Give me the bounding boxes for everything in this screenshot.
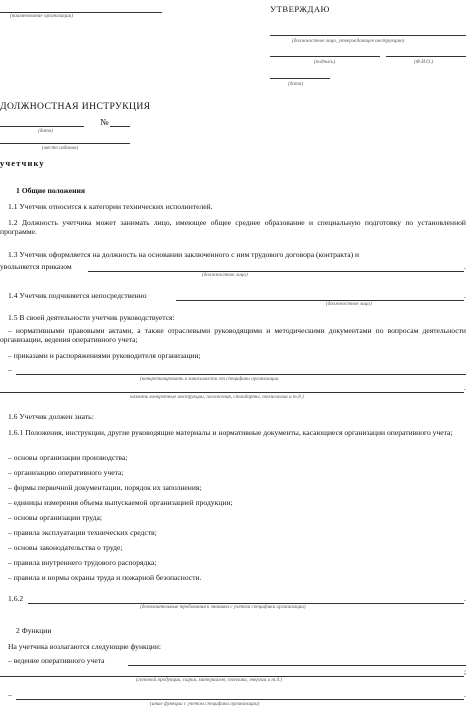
list-item: – организацию оперативного учета;: [8, 468, 124, 477]
list-item: – формы первичной документации, порядок их заполнения;: [8, 483, 202, 492]
extra-knowledge-dot: .: [464, 594, 466, 603]
para-1-5-item-2: – приказами и распоряжениями руководителя организации;: [8, 351, 201, 360]
list-item: – правила внутреннего трудового распорядка;: [8, 558, 157, 567]
approval-date-caption: (дата): [288, 81, 304, 87]
supervisor-dot: .: [464, 291, 466, 300]
fio-caption: (Ф.И.О.): [414, 59, 434, 65]
approver-position-line: [270, 35, 466, 36]
document-title: ДОЛЖНОСТНАЯ ИНСТРУКЦИЯ: [0, 101, 151, 112]
function-2-caption: (иные функции с учетом специфики организации): [150, 701, 260, 707]
approval-date-line: [270, 78, 330, 79]
dismiss-official-line: [88, 271, 464, 272]
para-1-3: 1.3 Учетчик оформляется на должность на основании заключенного с ним трудового договора (контракта) и: [8, 250, 360, 259]
function-1-caption: (готовой продукции, сырья, материалов, топлива, энергии и т.д.): [136, 677, 283, 683]
fio-line: [386, 56, 466, 57]
para-1-6-2: 1.6.2: [8, 594, 24, 603]
function-2-line: [16, 699, 464, 700]
function-2: –: [8, 690, 12, 699]
signature-line: [270, 56, 380, 57]
para-1-3-dismiss: увольняется приказом: [0, 262, 72, 271]
approver-position-caption: (должностное лицо, утверждающее инструкцию): [292, 38, 405, 44]
supervisor-caption: (должностное лицо): [326, 301, 372, 307]
para-1-1: 1.1 Учетчик относится к категории технических исполнителей.: [8, 202, 213, 211]
guidance-line-1: [16, 374, 466, 375]
signature-caption: (подпись): [314, 59, 336, 65]
place-line: [0, 143, 130, 144]
guidance-caption-1: (конкретизировать в зависимости от специфики организации: [140, 376, 279, 382]
org-name-caption: (наименование организации): [10, 13, 73, 19]
list-item: – основы законодательства о труде;: [8, 543, 123, 552]
functions-intro: На учетчика возлагаются следующие функции:: [8, 642, 162, 651]
function-1: – ведение оперативного учета: [8, 656, 105, 665]
list-item: – правила и нормы охраны труда и пожарной безопасности.: [8, 573, 202, 582]
para-1-5: 1.5 В своей деятельности учетчик руководствуется:: [8, 313, 175, 322]
guidance-line-2: [0, 392, 464, 393]
doc-number-line: [110, 126, 130, 127]
extra-knowledge-caption: (дополнительные требования к знаниям с учетом специфики организации): [140, 604, 306, 610]
supervisor-line: [176, 300, 464, 301]
list-item: – единицы измерения объема выпускаемой организацией продукции;: [8, 498, 233, 507]
list-item: – основы организации труда;: [8, 513, 102, 522]
doc-date-line: [0, 126, 84, 127]
place-caption: (место издания): [42, 145, 79, 151]
dismiss-dot: .: [464, 262, 466, 271]
function-1-line: [128, 665, 466, 666]
para-1-5-item-1: – нормативными правовыми актами, а также отраслевыми руководящими и методическими документами по вопросам деятельности организации, ведения оперативного учета;: [0, 326, 466, 345]
section-2-heading: 2 Функции: [16, 626, 52, 635]
para-1-5-item-3: –: [8, 365, 12, 374]
list-item: – правила эксплуатации технических средств;: [8, 528, 157, 537]
para-1-2: 1.2 Должность учетчика может занимать лицо, имеющее общее среднее образование и специальную подготовку по установленной программе.: [0, 218, 466, 237]
document-subject: учетчику: [0, 159, 45, 168]
doc-date-caption: (дата): [38, 128, 54, 134]
list-item: – основы организации производства;: [8, 453, 128, 462]
dismiss-official-caption: (должностное лицо): [202, 272, 248, 278]
section-1-heading: 1 Общие положения: [16, 186, 86, 195]
function-2-dot: .: [464, 690, 466, 699]
guidance-dot: .: [464, 383, 466, 392]
para-1-4: 1.4 Учетчик подчиняется непосредственно: [8, 291, 147, 300]
doc-number-sign: №: [100, 117, 109, 127]
para-1-6-1: 1.6.1 Положения, инструкции, другие руководящие материалы и нормативные документы, касающиеся организации оперативного учета;: [8, 428, 453, 437]
para-1-6: 1.6 Учетчик должен знать:: [8, 412, 94, 421]
approve-label: УТВЕРЖДАЮ: [270, 4, 330, 14]
function-1-semicolon: ;: [464, 667, 467, 676]
guidance-caption-2: назвать конкретные инструкции, положения, стандарты, технологии и т.д.): [130, 394, 304, 400]
